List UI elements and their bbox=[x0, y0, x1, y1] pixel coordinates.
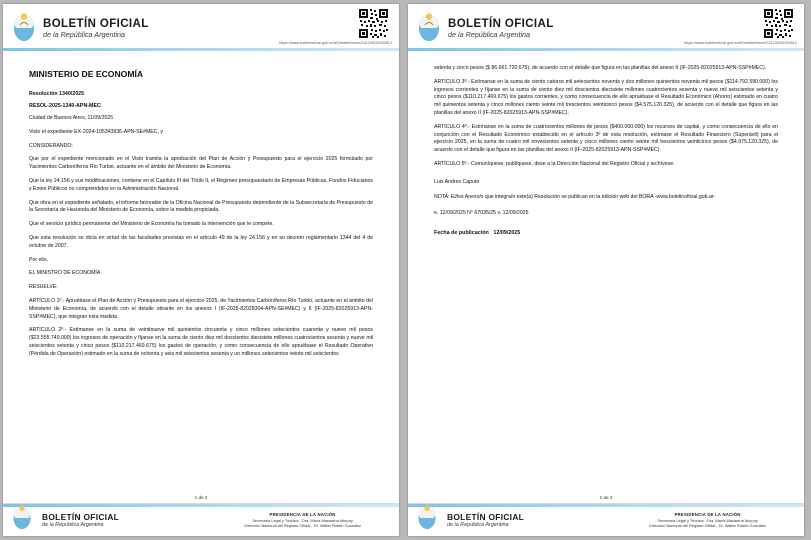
footer-line-1: Secretaría Legal y Técnica - Dra. María Macarena Murphy bbox=[252, 517, 353, 523]
page-number: 2 de 2 bbox=[599, 495, 613, 500]
qr-code-icon bbox=[763, 8, 794, 39]
page-footer bbox=[3, 503, 399, 536]
page-1-content bbox=[3, 51, 399, 495]
footer-brand bbox=[416, 505, 524, 535]
reference-line: e. 12/09/2025 N° 67035/25 v. 12/09/2025 bbox=[434, 209, 529, 216]
footer-line-2: Dirección Nacional del Registro Oficial - Dr. Walter Rubén González bbox=[649, 522, 766, 528]
footer-line-2: Dirección Nacional del Registro Oficial - Dr. Walter Rubén González bbox=[244, 522, 361, 528]
enacting-verb: RESUELVE: bbox=[29, 284, 58, 291]
paragraph: Por ello, bbox=[29, 256, 49, 263]
brand-text bbox=[43, 18, 149, 39]
paragraph: setenta y cinco pesos ($ 86.661.720.675), de acuerdo con el detalle que figura en las planillas del anexo II (IF-2025-82025913-APN-SSP#MEC). bbox=[434, 65, 767, 71]
footer-credits bbox=[649, 512, 796, 528]
page-header bbox=[3, 4, 399, 51]
page-header bbox=[408, 4, 804, 51]
brand-title: BOLETÍN OFICIAL bbox=[43, 17, 149, 30]
signature: Luis Andres Caputo bbox=[434, 178, 480, 185]
document-page-1 bbox=[3, 4, 399, 536]
footer-brand-title: BOLETÍN OFICIAL bbox=[42, 512, 120, 522]
article: ARTÍCULO 4º.- Estímanse en la suma de cuatrocientos millones de pesos ($400.000.000) los recursos de capital, y como consecuencia de ello en conjunción con el Resultado Económico establecido en el artículo 3º de esta resolución, estímase el Resultado Financiero (Superávit) para el ejercicio 2025, en la suma de cuatro mil novecientos setenta y cinco millones ciento veinte mil trescientos veinticinco pesos ($4.975.120.325), de acuerdo con el detalle que figura en las planillas del anexo II (IF-2025-82025913-APN-SSP#MEC). bbox=[434, 123, 778, 154]
paragraph: Que obra en el expediente señalado, el informe favorable de la Oficina Nacional de Presupuesto dependiente de la Subsecretaría de Presupuesto de la Secretaría de Hacienda del Ministerio de Economía, sobre la medida propiciada. bbox=[29, 199, 373, 214]
publication-date bbox=[434, 230, 778, 236]
page-footer bbox=[408, 503, 804, 536]
publication-date-value: 12/09/2025 bbox=[493, 229, 521, 236]
enacting-authority: EL MINISTRO DE ECONOMÍA bbox=[29, 270, 101, 277]
footer-credits bbox=[244, 512, 391, 528]
header-url[interactable]: https://www.boletinoficial.gob.ar/#!DetalleNorma/331230/20250912 bbox=[684, 41, 797, 45]
considerando-label: CONSIDERANDO: bbox=[29, 142, 73, 149]
brand-text bbox=[448, 18, 554, 39]
footer-line-1: Secretaría Legal y Técnica - Dra. María Macarena Murphy bbox=[657, 517, 758, 523]
publication-note: NOTA: El/los Anexo/s que integra/n este(a) Resolución se publican en la edición web del BORA -www.boletinoficial.gob.ar- bbox=[434, 193, 716, 200]
page-2-content bbox=[408, 51, 804, 495]
publication-date-label: Fecha de publicación bbox=[434, 229, 489, 236]
visto-line: Visto el expediente EX-2024-105343936-APN-SE#MEC, y bbox=[29, 128, 163, 135]
header-rule bbox=[408, 48, 804, 51]
footer-brand-title: BOLETÍN OFICIAL bbox=[447, 512, 525, 522]
article: ARTÍCULO 5º.- Comuníquese, publíquese, dese a la Dirección Nacional del Registro Oficial y archívese. bbox=[434, 160, 675, 167]
footer-brand-subtitle: de la República Argentina bbox=[42, 522, 104, 528]
paragraph: Que la ley 24.156 y sus modificaciones, contiene en el Capítulo III del Título II, el Régimen presupuestario de Empresas Públicas, Fondos Fiduciarios y Entes Públicos no comprendidos en la Administración Nacional. bbox=[29, 177, 373, 192]
footer-brand bbox=[11, 505, 119, 535]
header-rule bbox=[3, 48, 399, 51]
footer-brand-subtitle: de la República Argentina bbox=[447, 522, 509, 528]
page-title: MINISTERIO DE ECONOMÍA bbox=[29, 69, 144, 79]
footer-rule bbox=[408, 504, 804, 507]
document-page-2 bbox=[408, 4, 804, 536]
article: ARTÍCULO 1º.- Apruébase el Plan de Acción y Presupuesto para el ejercicio 2025, de Yacimientos Carboníferos Río Turbio, actuante en el ámbito del Ministerio de Economía, de acuerdo con el detalle obrante en los anexos I (IF-2025-82028304-APN-SE#MEC) y II (IF-2025-82025913-APN-SSP#MEC), que integran esta medida. bbox=[29, 297, 373, 320]
page-number: 1 de 2 bbox=[194, 495, 208, 500]
header-url[interactable]: https://www.boletinoficial.gob.ar/#!DetalleNorma/331230/20250912 bbox=[279, 41, 392, 45]
brand-title: BOLETÍN OFICIAL bbox=[448, 17, 554, 30]
place-date: Ciudad de Buenos Aires, 11/09/2025 bbox=[29, 115, 114, 121]
header-brand bbox=[416, 10, 554, 43]
qr-code-icon bbox=[358, 8, 389, 39]
paragraph: Que el servicio jurídico permanente del Ministerio de Economía ha tomado la intervención que le compete. bbox=[29, 221, 274, 228]
brand-subtitle: de la República Argentina bbox=[43, 29, 126, 39]
resolution-number: Resolución 1340/2025 bbox=[29, 91, 85, 97]
resolution-code: RESOL-2025-1340-APN-MEC bbox=[29, 103, 101, 109]
footer-title: PRESIDENCIA DE LA NACIÓN bbox=[269, 511, 336, 517]
argentina-shield-icon bbox=[416, 13, 442, 43]
paragraph: Que esta resolución se dicta en virtud de las facultades previstas en el artículo 49 de la ley 24.156 y en su decreto reglamentario 1344 del 4 de octubre de 2007. bbox=[29, 234, 373, 249]
header-brand bbox=[11, 10, 149, 43]
brand-subtitle: de la República Argentina bbox=[448, 29, 531, 39]
article: ARTÍCULO 3º.- Estímanse en la suma de ciento catorce mil setecientos noventa y dos millones quinientos noventa mil pesos ($114.792.590.000) los ingresos corrientes y fíjanse en la suma de ciento diez mil doscientos diecisiete millones cuatrocientos sesenta y nueve mil seiscientos setenta y cinco pesos ($110.217.469.675) los gastos corrientes, y como consecuencia de ello apruébase el Resultado Económico (Ahorro) estimado en cuatro mil quinientos setenta y cinco millones ciento veinte mil trescientos veinticinco pesos ($4.575.120.325), de acuerdo con el detalle que figura en las planillas del anexo II (IF-2025-82025913-APN-SSP#MEC). bbox=[434, 78, 778, 116]
footer-title: PRESIDENCIA DE LA NACIÓN bbox=[674, 511, 741, 517]
argentina-shield-icon bbox=[416, 505, 442, 535]
argentina-shield-icon bbox=[11, 13, 37, 43]
article: ARTÍCULO 2º.- Estímanse en la suma de veintinueve mil quinientos cincuenta y cinco millones setecientos cuarenta y nueve mil pesos ($23.555.749.000) los ingresos de operación y fíjanse en la suma de ciento diez mil doscientos diecisiete millones cuatrocientos sesenta y nueve mil seiscientos setenta y cinco pesos ($110.217.469.675) los gastos de operación, y como consecuencia de ello apruébase el Resultado Operativo (Pérdida de Operación) estimado en la suma de ochenta y seis mil seiscientos sesenta y un millones setecientos veinte mil seiscientos bbox=[29, 327, 373, 357]
footer-rule bbox=[3, 504, 399, 507]
paragraph: Que por el expediente mencionado en el Visto tramita la aprobación del Plan de Acción y Presupuesto para el ejercicio 2025 formulado por Yacimientos Carboníferos Río Turbio, actuante en el ámbito del Ministerio de Economía. bbox=[29, 156, 373, 171]
argentina-shield-icon bbox=[11, 505, 37, 535]
